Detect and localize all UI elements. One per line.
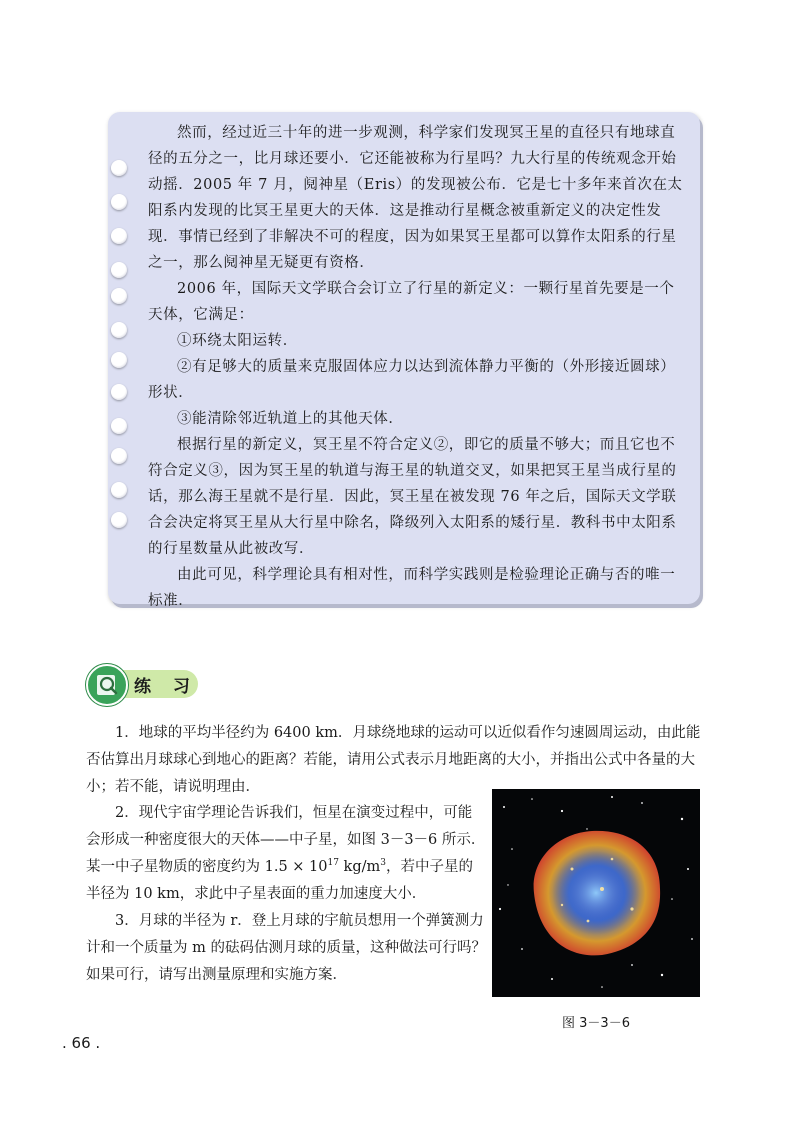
binder-ring xyxy=(111,322,127,338)
binder-ring xyxy=(111,384,127,400)
binder-ring xyxy=(111,228,127,244)
question-text: 2．现代宇宙学理论告诉我们，恒星在演变过程中，可能会形成一种密度很大的天体——中子星，如图 3－3－6 所示．某一中子星物质的密度约为 $1.5 \times 10^{17}$ $kg/m^3$，若中子星的半径为 10 km，求此中子星表面的重力加速度大小． xyxy=(86,805,486,902)
binder-ring xyxy=(111,448,127,464)
magnifier-icon xyxy=(86,664,128,706)
exercise-question-2 xyxy=(86,800,486,908)
figure-caption: 图 3－3－6 xyxy=(562,1016,630,1031)
paragraph: ③能清除邻近轨道上的其他天体． xyxy=(177,411,404,427)
paragraph: 然而，经过近三十年的进一步观测，科学家们发现冥王星的直径只有地球直径的五分之一，比月球还要小．它还能被称为行星吗？九大行星的传统观念开始动摇．2005 年 7 月，阋神星（Eris）的发现被公布．它是七十多年来首次在太阳系内发现的比冥王星更大的天体．这是推动行星概念被重新定义的决定性发现．事情已经到了非解决不可的程度，因为如果冥王星都可以算作太阳系的行星之一，那么阋神星无疑更有资格． xyxy=(148,125,683,271)
neutron-star-figure xyxy=(492,789,700,997)
paragraph: 根据行星的新定义，冥王星不符合定义②，即它的质量不够大；而且它也不符合定义③，因为冥王星的轨道与海王星的轨道交叉，如果把冥王星当成行星的话，那么海王星就不是行星．因此，冥王星在被发现 76 年之后，国际天文学联合会决定将冥王星从大行星中除名，降级列入太阳系的矮行星．教科书中太阳系的行星数量从此被改写． xyxy=(148,437,677,557)
exercise-header xyxy=(86,662,206,704)
binder-ring xyxy=(111,160,127,176)
question-text: 1．地球的平均半径约为 6400 km．月球绕地球的运动可以近似看作匀速圆周运动，由此能否估算出月球球心到地心的距离？若能，请用公式表示月地距离的大小，并指出公式中各量的大小；若不能，请说明理由． xyxy=(86,725,701,795)
binder-ring xyxy=(111,418,127,434)
binder-ring xyxy=(111,194,127,210)
paragraph: ①环绕太阳运转． xyxy=(177,333,298,349)
exercise-question-3 xyxy=(86,908,486,989)
binder-ring xyxy=(111,352,127,368)
binder-ring xyxy=(111,512,127,528)
binder-ring xyxy=(111,288,127,304)
question-text: 3．月球的半径为 r．登上月球的宇航员想用一个弹簧测力计和一个质量为 m 的砝码估测月球的质量，这种做法可行吗？如果可行，请写出测量原理和实施方案． xyxy=(86,913,486,983)
page-number: . 66 . xyxy=(62,1034,101,1052)
binder-ring xyxy=(111,482,127,498)
paragraph: ②有足够大的质量来克服固体应力以达到流体静力平衡的（外形接近圆球）形状． xyxy=(148,359,676,401)
paragraph: 2006 年，国际天文学联合会订立了行星的新定义：一颗行星首先要是一个天体，它满足： xyxy=(148,281,675,323)
binder-ring xyxy=(111,262,127,278)
note-card-text xyxy=(148,120,688,614)
exercise-heading: 练 习 xyxy=(134,677,198,697)
paragraph: 由此可见，科学理论具有相对性，而科学实践则是检验理论正确与否的唯一标准． xyxy=(148,567,676,609)
